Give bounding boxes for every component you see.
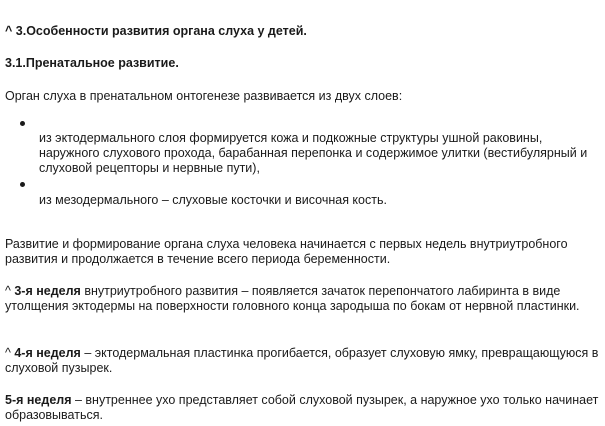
list-item: из мезодермального – слуховые косточки и височная кость.	[39, 193, 387, 207]
week3-paragraph	[5, 284, 599, 314]
week4-label: 4-я неделя	[14, 346, 81, 360]
section-heading: ^ 3.Особенности развития органа слуха у детей.	[5, 24, 307, 38]
week3-label: 3-я неделя	[14, 284, 81, 298]
week4-prefix: ^	[5, 346, 15, 360]
bullet-icon	[20, 182, 25, 187]
week5-label: 5-я неделя	[5, 393, 72, 407]
week3-prefix: ^	[5, 284, 15, 298]
general-paragraph: Развитие и формирование органа слуха человека начинается с первых недель внутриутробного развития и продолжается в течение всего периода беременности.	[5, 237, 568, 266]
week5-text: – внутреннее ухо представляет собой слуховой пузырек, а наружное ухо только начинает образовываться.	[5, 393, 599, 422]
subsection-heading: 3.1.Пренатальное развитие.	[5, 56, 179, 70]
week3-text: внутриутробного развития – появляется зачаток перепончатого лабиринта в виде утолщения эктодермы на поверхности головного конца зародыша по бокам от нервной пластинки.	[5, 284, 580, 313]
week4-text: – эктодермальная пластинка прогибается, образует слуховую ямку, превращающуюся в слуховой пузырек.	[5, 346, 599, 375]
intro-paragraph: Орган слуха в пренатальном онтогенезе развивается из двух слоев:	[5, 89, 403, 103]
bullet-icon	[20, 121, 25, 126]
list-item: из эктодермального слоя формируется кожа и подкожные структуры ушной раковины, наружного слухового прохода, барабанная перепонка и содержимое улитки (вестибулярный и слуховой рецепторы и нервные пути),	[39, 131, 588, 175]
week4-paragraph	[5, 346, 599, 376]
week5-paragraph	[5, 393, 599, 423]
